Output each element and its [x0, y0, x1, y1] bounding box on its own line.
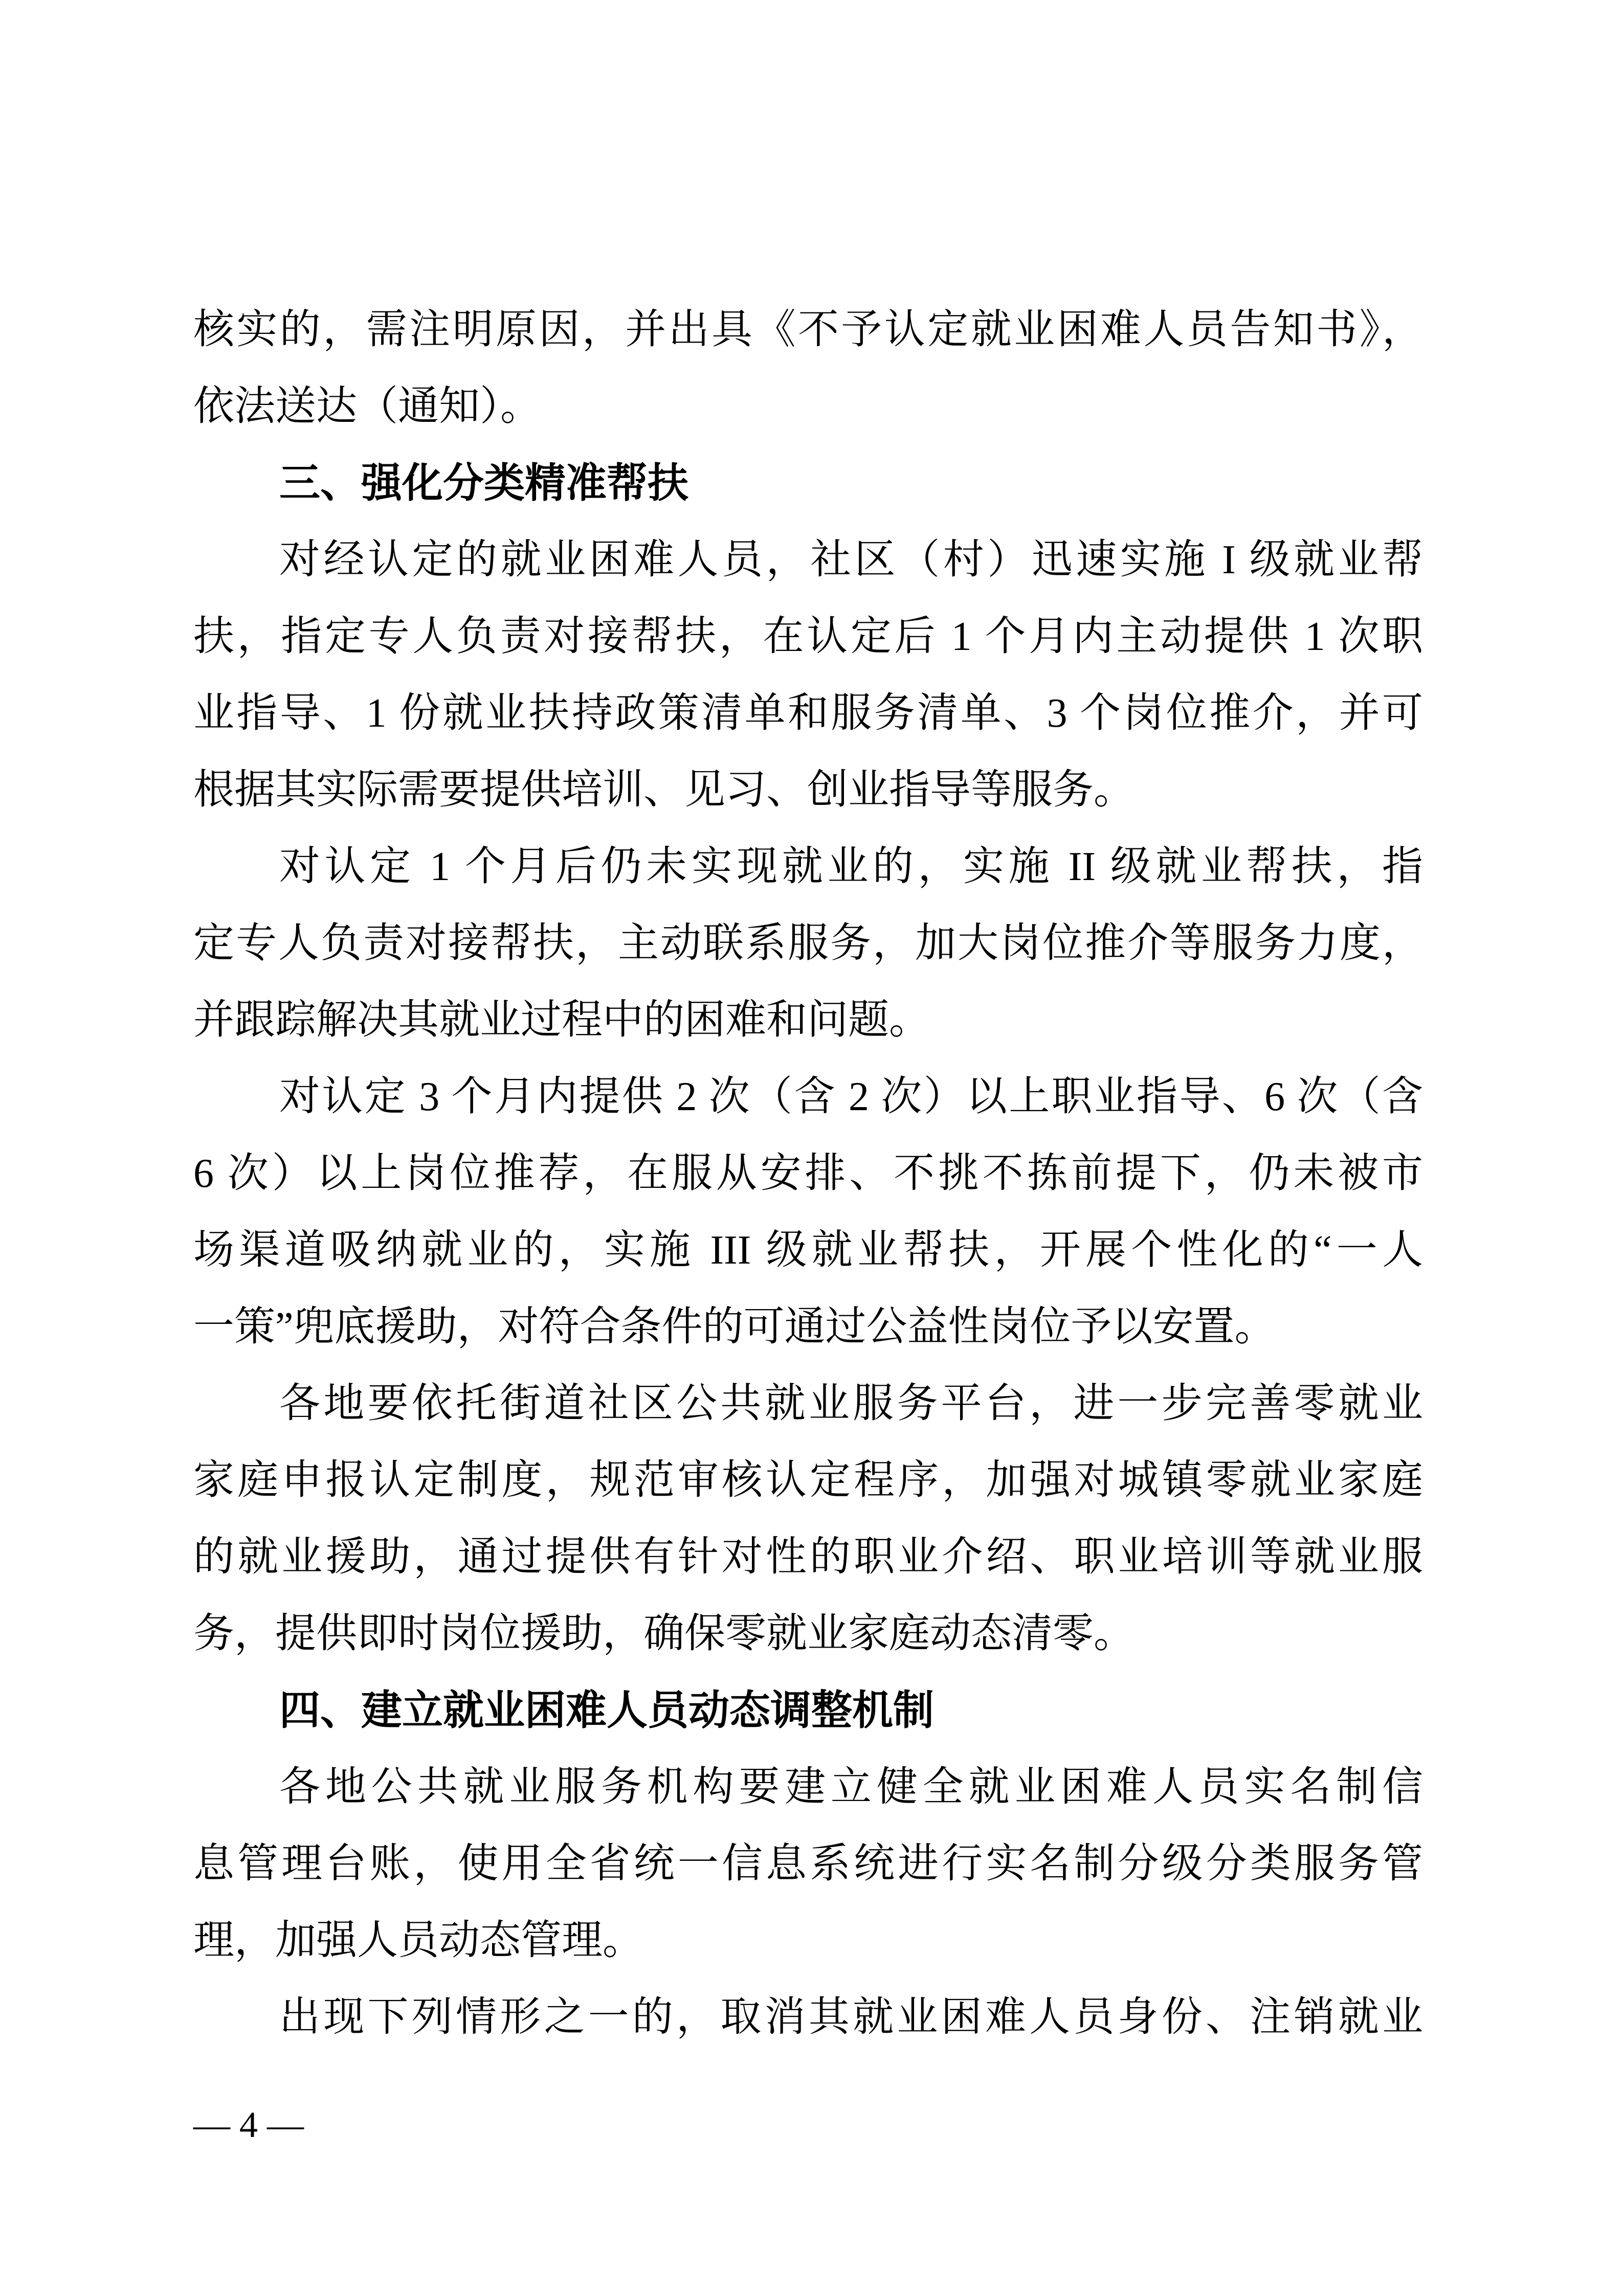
section-heading-3: 三、强化分类精准帮扶 [279, 460, 688, 506]
doc-line-14: 一策”兜底援助，对符合条件的可通过公益性岗位予以安置。 [193, 1304, 1276, 1349]
doc-line-22: 理，加强人员动态管理。 [193, 1918, 643, 1963]
doc-line-13: 场渠道吸纳就业的，实施 III 级就业帮扶，开展个性化的“一人 [193, 1228, 1423, 1273]
doc-line-23: 出现下列情形之一的，取消其就业困难人员身份、注销就业 [279, 1995, 1423, 2040]
doc-line-07: 根据其实际需要提供培训、见习、创业指导等服务。 [193, 768, 1134, 813]
doc-line-21: 息管理台账，使用全省统一信息系统进行实名制分级分类服务管 [193, 1841, 1423, 1886]
doc-line-08: 对认定 1 个月后仍未实现就业的，实施 II 级就业帮扶，指 [279, 844, 1423, 889]
page-number: — 4 — [193, 2104, 304, 2145]
doc-line-12: 6 次）以上岗位推荐，在服从安排、不挑不拣前提下，仍未被市 [193, 1151, 1423, 1196]
doc-line-16: 家庭申报认定制度，规范审核认定程序，加强对城镇零就业家庭 [193, 1458, 1423, 1503]
doc-line-09: 定专人负责对接帮扶，主动联系服务，加大岗位推介等服务力度， [193, 921, 1423, 966]
document-content [193, 291, 1423, 2056]
doc-line-05: 扶，指定专人负责对接帮扶，在认定后 1 个月内主动提供 1 次职 [193, 614, 1423, 659]
doc-line-02: 依法送达（通知）。 [193, 384, 541, 429]
section-heading-4: 四、建立就业困难人员动态调整机制 [279, 1687, 934, 1733]
doc-line-01: 核实的，需注明原因，并出具《不予认定就业困难人员告知书》， [193, 307, 1423, 352]
doc-line-15: 各地要依托街道社区公共就业服务平台，进一步完善零就业 [279, 1381, 1423, 1426]
doc-line-18: 务，提供即时岗位援助，确保零就业家庭动态清零。 [193, 1611, 1134, 1656]
doc-line-10: 并跟踪解决其就业过程中的困难和问题。 [193, 998, 930, 1043]
doc-line-11: 对认定 3 个月内提供 2 次（含 2 次）以上职业指导、6 次（含 [279, 1074, 1423, 1119]
doc-line-17: 的就业援助，通过提供有针对性的职业介绍、职业培训等就业服 [193, 1535, 1423, 1580]
doc-line-04: 对经认定的就业困难人员，社区（村）迅速实施 I 级就业帮 [279, 537, 1423, 582]
doc-line-06: 业指导、1 份就业扶持政策清单和服务清单、3 个岗位推介，并可 [193, 691, 1423, 736]
doc-line-20: 各地公共就业服务机构要建立健全就业困难人员实名制信 [279, 1765, 1423, 1810]
